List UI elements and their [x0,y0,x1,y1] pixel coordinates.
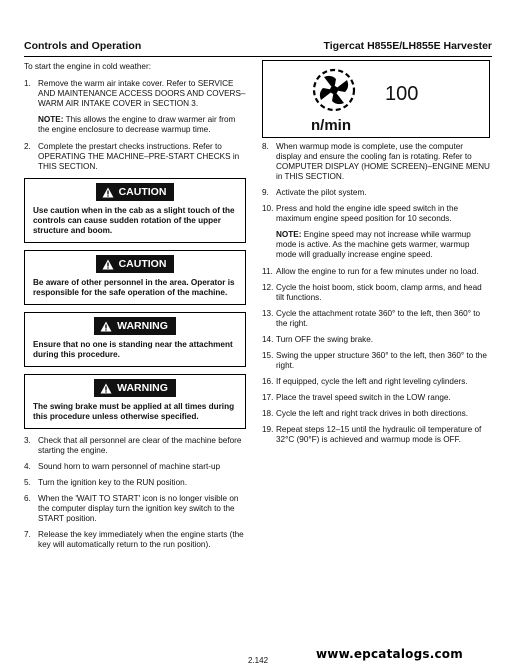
step-7 [24,530,246,550]
note-text: This allows the engine to draw warmer air from the engine enclosure to decrease warmup time. [38,115,236,134]
caution-box-2 [24,250,246,305]
step-2 [24,142,246,172]
left-column [24,62,246,556]
step-text: Turn OFF the swing brake. [276,335,374,344]
step-number: 12. [262,283,274,292]
step-text: Swing the upper structure 360° to the left, then 360° to the right. [276,351,487,370]
step-10 [262,204,490,224]
step-text: Remove the warm air intake cover. Refer to SERVICE AND MAINTENANCE ACCESS DOORS AND COVERS–WARM AIR INTAKE COVER in SECTION 3. [38,79,246,108]
step-4 [24,462,246,472]
fan-speed-display [262,60,490,138]
caution-badge [96,183,175,201]
note-label: NOTE: [38,115,64,124]
warning-text: The swing brake must be applied at all times during this procedure unless otherwise specified. [33,402,235,421]
step-number: 1. [24,79,31,88]
step-text: If equipped, cycle the left and right leveling cylinders. [276,377,468,386]
step-number: 16. [262,377,274,386]
step-text: Place the travel speed switch in the LOW range. [276,393,451,402]
page-number: 2.142 [248,656,269,665]
badge-label: WARNING [117,320,168,332]
step-text: When the 'WAIT TO START' icon is no longer visible on the computer display turn the ignition key switch to the START position. [38,494,239,523]
caution-text: Be aware of other personnel in the area. Operator is responsible for the safe operation of the machine. [33,278,235,297]
step-text: Cycle the hoist boom, stick boom, clamp arms, and head tilt functions. [276,283,482,302]
caution-badge [96,255,175,273]
step-12 [262,283,490,303]
step-11 [262,267,490,277]
step-text: Release the key immediately when the engine starts (the key will automatically return to the run position). [38,530,244,549]
step-text: Sound horn to warn personnel of machine start-up [38,462,221,471]
step-number: 2. [24,142,31,151]
step-18 [262,409,490,419]
step-text: Turn the ignition key to the RUN position. [38,478,187,487]
step-number: 7. [24,530,31,539]
step-text: Activate the pilot system. [276,188,367,197]
note-2 [262,230,490,260]
note-label: NOTE: [276,230,302,239]
step-5 [24,478,246,488]
step-text: When warmup mode is complete, use the computer display and ensure the cooling fan is rotating. Refer to COMPUTER DISPLAY (HOME SCREEN)–ENGINE MENU in THIS SECTION. [276,142,490,181]
step-number: 6. [24,494,31,503]
warning-box-2 [24,374,246,429]
step-number: 17. [262,393,274,402]
warning-badge [94,317,176,335]
badge-label: CAUTION [118,258,167,270]
fan-rpm-icon [309,67,359,113]
watermark-text: www.epcatalogs.com [316,647,463,661]
step-text: Cycle the attachment rotate 360° to the left, then 360° to the right. [276,309,481,328]
step-text: Press and hold the engine idle speed switch in the maximum engine speed position for 10 seconds. [276,204,459,223]
step-number: 15. [262,351,274,360]
warning-text: Ensure that no one is standing near the attachment during this procedure. [33,340,233,359]
note-1 [24,115,246,135]
fan-speed-unit: n/min [311,117,351,134]
warning-triangle-icon [102,259,114,270]
step-text: Check that all personnel are clear of the machine before starting the engine. [38,436,242,455]
step-9 [262,188,490,198]
model-title: Tigercat H855E/LH855E Harvester [323,40,492,52]
caution-text: Use caution when in the cab as a slight touch of the controls can cause sudden rotation of the upper structure and boom. [33,206,235,235]
step-15 [262,351,490,371]
intro-text: To start the engine in cold weather: [24,62,151,71]
right-column [262,142,490,451]
step-number: 18. [262,409,274,418]
step-number: 19. [262,425,274,434]
badge-label: CAUTION [118,186,167,198]
step-number: 3. [24,436,31,445]
warning-triangle-icon [100,321,112,332]
warning-badge [94,379,176,397]
step-number: 9. [262,188,269,197]
step-number: 11. [262,267,273,276]
step-17 [262,393,490,403]
step-19 [262,425,490,445]
step-number: 4. [24,462,31,471]
warning-triangle-icon [102,187,114,198]
badge-label: WARNING [117,382,168,394]
section-title: Controls and Operation [24,40,142,52]
step-1 [24,79,246,109]
caution-box-1 [24,178,246,243]
warning-triangle-icon [100,383,112,394]
step-text: Complete the prestart checks instructions. Refer to OPERATING THE MACHINE–PRE-START CHECKS in THIS SECTION. [38,142,240,171]
fan-speed-value: 100 [385,83,419,105]
page-header [24,40,492,56]
step-number: 8. [262,142,269,151]
step-number: 5. [24,478,31,487]
step-13 [262,309,490,329]
step-6 [24,494,246,524]
step-number: 13. [262,309,274,318]
step-number: 14. [262,335,274,344]
step-8 [262,142,490,182]
step-3 [24,436,246,456]
step-14 [262,335,490,345]
step-text: Cycle the left and right track drives in both directions. [276,409,469,418]
step-16 [262,377,490,387]
header-rule [24,56,492,57]
note-text: Engine speed may not increase while warmup mode is active. As the machine gets warmer, warmup mode will gradually increase engine speed. [276,230,471,259]
step-text: Repeat steps 12–15 until the hydraulic oil temperature of 32°C (90°F) is achieved and warmup mode is OFF. [276,425,482,444]
warning-box-1 [24,312,246,367]
step-text: Allow the engine to run for a few minutes under no load. [276,267,479,276]
step-number: 10. [262,204,274,213]
